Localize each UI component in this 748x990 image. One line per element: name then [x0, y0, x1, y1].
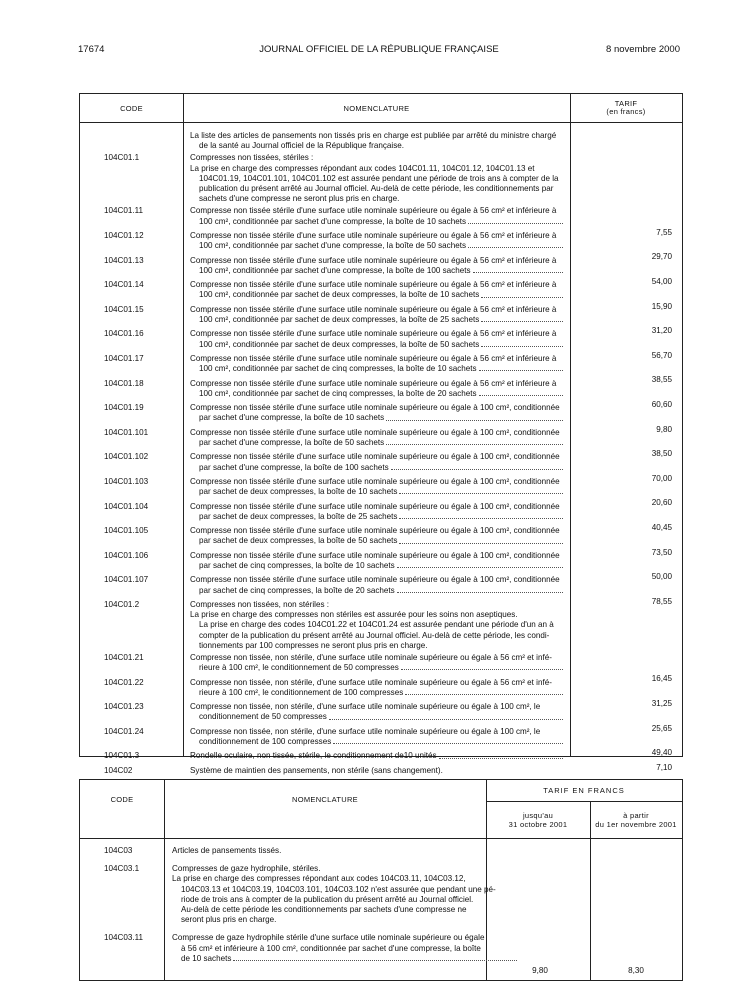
row-price: 56,70	[651, 350, 672, 360]
description-line	[190, 663, 563, 673]
row-price: 78,55	[651, 596, 672, 606]
row-description	[190, 751, 563, 761]
tarif-unit: (en francs)	[606, 107, 646, 116]
row-code: 104C01.107	[104, 575, 149, 585]
from-label: à partir	[623, 811, 649, 820]
row-description	[190, 206, 563, 226]
description-line: 104C03.13 et 104C03.19, 104C03.101, 104C03.102 n'est assurée que pendant une pé-	[181, 884, 496, 894]
description-line: Compresse non tissée, non stérile, d'une surface utile nominale supérieure ou égale à 100 cm², le	[190, 726, 541, 736]
description-line	[190, 266, 563, 276]
dot-leader	[405, 688, 563, 695]
description-text: par sachet de deux compresses, la boîte de 10 sachets	[199, 487, 398, 497]
row-description	[190, 600, 563, 651]
row-code: 104C01.103	[104, 477, 149, 486]
row-price: 20,60	[651, 498, 672, 508]
column-header-nomenclature: NOMENCLATURE	[343, 104, 410, 113]
description-line	[190, 241, 563, 251]
row-code: 104C01.11	[104, 206, 144, 216]
description-line: Compresse non tissée, non stérile, d'une surface utile nominale supérieure ou égale à 56 cm² et infé-	[190, 653, 552, 662]
description-text: par sachet d'une compresse, la boîte de 50 sachets	[199, 438, 385, 447]
dot-leader	[399, 487, 563, 494]
row-description	[190, 575, 563, 595]
row-code: 104C01.101	[104, 427, 149, 437]
row-description	[190, 256, 563, 276]
description-text: 100 cm², conditionnée par sachet d'une compresse, la boîte de 10 sachets	[199, 216, 467, 226]
description-text: 100 cm², conditionnée par sachet de cinq compresses, la boîte de 10 sachets	[199, 364, 477, 374]
description-line: La prise en charge des compresses répondant aux codes 104C03.11, 104C03.12,	[172, 874, 466, 884]
description-text: par sachet de deux compresses, la boîte de 50 sachets	[199, 536, 398, 546]
dot-leader	[473, 266, 563, 273]
row-code: 104C01.17	[104, 354, 144, 363]
description-line	[190, 512, 563, 522]
row-price: 31,20	[651, 326, 672, 336]
dot-leader	[481, 340, 563, 347]
description-line	[172, 954, 517, 964]
description-line	[190, 315, 563, 325]
tariff-table-1	[79, 93, 683, 775]
description-line: Compresse non tissée stérile d'une surface utile nominale supérieure ou égale à 56 cm² et inférieure à	[190, 206, 557, 216]
row-price: 49,40	[651, 748, 672, 758]
description-line: Compresse non tissée stérile d'une surface utile nominale supérieure ou égale à 56 cm² et inférieure à	[190, 304, 557, 314]
description-line	[190, 389, 563, 399]
row-price: 25,65	[651, 723, 672, 733]
page-number: 17674	[78, 44, 105, 55]
description-line: Compresse non tissée stérile d'une surface utile nominale supérieure ou égale à 100 cm², conditionnée	[190, 575, 560, 585]
description-line: Compresse non tissée stérile d'une surface utile nominale supérieure ou égale à 56 cm² et inférieure à	[190, 280, 557, 290]
description-line: Compresse non tissée stérile d'une surface utile nominale supérieure ou égale à 56 cm² et inférieure à	[190, 231, 557, 240]
row-code: 104C01.19	[104, 403, 144, 413]
description-line: Compresse non tissée stérile d'une surface utile nominale supérieure ou égale à 100 cm², conditionnée	[190, 550, 560, 560]
description-text: 100 cm², conditionnée par sachet d'une compresse, la boîte de 50 sachets	[199, 241, 467, 251]
column-header-from	[590, 812, 682, 829]
row-description	[190, 231, 563, 251]
row-price: 29,70	[651, 252, 672, 262]
tarif-label: TARIF	[614, 99, 638, 108]
row-price: 73,50	[651, 547, 672, 557]
row-price: 15,90	[651, 301, 672, 311]
row-description	[190, 551, 563, 571]
description-line: Compresse non tissée stérile d'une surface utile nominale supérieure ou égale à 100 cm², conditionnée	[190, 427, 560, 437]
row-code: 104C01.14	[104, 280, 144, 290]
row-code: 104C01.1	[104, 153, 140, 163]
row-price: 16,45	[651, 674, 672, 684]
description-text: par sachet de cinq compresses, la boîte de 20 sachets	[199, 585, 395, 595]
description-line: 104C01.19, 104C01.101, 104C01.102 est assurée pendant une période de trois ans à compter de la	[199, 173, 559, 183]
row-price: 7,10	[656, 762, 672, 772]
row-description	[190, 452, 563, 472]
row-price: 54,00	[651, 276, 672, 286]
description-text: Rondelle oculaire, non tissée, stérile, le conditionnement de10 unités	[190, 751, 437, 761]
description-line: Compresse non tissée stérile d'une surface utile nominale supérieure ou égale à 100 cm², conditionnée	[190, 403, 560, 413]
row-code: 104C01.102	[104, 452, 149, 462]
description-line: Compresse non tissée stérile d'une surface utile nominale supérieure ou égale à 100 cm², conditionnée	[190, 526, 560, 536]
description-line: La prise en charge des compresses répondant aux codes 104C01.11, 104C01.12, 104C01.13 et	[190, 163, 535, 173]
dot-leader	[481, 290, 563, 297]
description-line: publication du présent arrêté au Journal officiel. Au-delà de cette période, les conditionnements par	[199, 184, 554, 193]
description-line: compter de la publication du présent arrêté au Journal officiel. Au-delà de cette période, les condi-	[199, 630, 550, 640]
description-line: Compresse non tissée stérile d'une surface utile nominale supérieure ou égale à 56 cm² et inférieure à	[190, 378, 557, 388]
description-text: par sachet de deux compresses, la boîte de 25 sachets	[199, 511, 398, 521]
description-line: Compresse non tissée stérile d'une surface utile nominale supérieure ou égale à 100 cm², conditionnée	[190, 501, 560, 511]
description-line: sachets d'une compresse ne seront plus pris en charge.	[199, 194, 400, 204]
dot-leader	[333, 737, 563, 744]
row-price: 9,80	[656, 424, 672, 434]
row-description	[190, 379, 563, 399]
description-line: Compresse non tissée stérile d'une surface utile nominale supérieure ou égale à 100 cm², conditionnée	[190, 477, 560, 486]
row-price: 31,25	[651, 698, 672, 708]
row-description	[190, 653, 563, 673]
description-line: tionnements par 100 compresses ne seront plus pris en charge.	[199, 640, 428, 650]
description-text: conditionnement de 50 compresses	[199, 712, 327, 722]
description-line: à 56 cm² et inférieure à 100 cm², conditionnée par sachet d'une compresse, la boîte	[181, 943, 481, 953]
row-description	[190, 131, 563, 151]
page-header	[78, 44, 680, 58]
row-code: 104C01.15	[104, 304, 144, 314]
row-description	[190, 403, 563, 423]
row-description	[190, 702, 563, 722]
row-price: 70,00	[651, 473, 672, 483]
column-header-tarif: TARIF EN FRANCS	[543, 786, 625, 795]
description-text: rieure à 100 cm², le conditionnement de 50 compresses	[199, 663, 399, 673]
dot-leader	[399, 512, 563, 519]
row-code: 104C02	[104, 765, 133, 775]
column-header-code: CODE	[110, 795, 134, 804]
description-text: par sachet de cinq compresses, la boîte de 10 sachets	[199, 561, 395, 570]
tariff-table-2	[79, 779, 683, 981]
issue-date: 8 novembre 2000	[606, 44, 680, 55]
row-code: 104C01.16	[104, 329, 144, 339]
dot-leader	[481, 315, 563, 322]
dot-leader	[439, 751, 563, 758]
row-description	[172, 846, 517, 856]
row-price: 50,00	[651, 572, 672, 582]
dot-leader	[233, 954, 517, 961]
row-code: 104C01.105	[104, 526, 149, 536]
row-description	[190, 502, 563, 522]
dot-leader	[397, 586, 563, 593]
description-line	[190, 536, 563, 546]
row-code: 104C01.106	[104, 550, 149, 560]
row-code: 104C03.11	[104, 933, 144, 943]
row-code: 104C01.2	[104, 600, 140, 609]
row-description	[190, 678, 563, 698]
dot-leader	[468, 241, 563, 248]
description-text: 100 cm², conditionnée par sachet de deux compresses, la boîte de 25 sachets	[199, 315, 480, 324]
description-line: Compresse non tissée, non stérile, d'une surface utile nominale supérieure ou égale à 56 cm² et infé-	[190, 677, 552, 687]
row-code: 104C03	[104, 846, 133, 855]
dot-leader	[401, 663, 563, 670]
description-line: Compresses non tissées, stériles :	[190, 153, 314, 163]
column-header-code: CODE	[120, 104, 143, 113]
description-text: rieure à 100 cm², le conditionnement de 100 compresses	[199, 687, 404, 697]
price-from: 8,30	[628, 965, 644, 975]
dot-leader	[399, 536, 563, 543]
row-description	[190, 329, 563, 349]
until-date: 31 octobre 2001	[508, 819, 568, 829]
description-line	[190, 586, 563, 596]
dot-leader	[479, 364, 563, 371]
description-line: Compresses de gaze hydrophile, stériles.	[172, 864, 321, 874]
description-line	[190, 438, 563, 448]
row-code: 104C01.22	[104, 677, 144, 687]
row-description	[190, 280, 563, 300]
row-code: 104C03.1	[104, 864, 140, 874]
row-description	[172, 864, 517, 925]
row-price: 60,60	[651, 399, 672, 409]
dot-leader	[329, 712, 563, 719]
description-text: par sachet d'une compresse, la boîte de 100 sachets	[199, 462, 389, 472]
row-price: 40,45	[651, 522, 672, 532]
description-line: La prise en charge des compresses non stériles est assurée pour les soins non aseptiques.	[190, 610, 518, 620]
description-line	[190, 413, 563, 423]
description-text: de 10 sachets	[181, 953, 232, 963]
description-line	[190, 737, 563, 747]
row-code: 104C01.24	[104, 726, 144, 736]
row-price: 7,55	[656, 227, 672, 237]
description-line	[190, 217, 563, 227]
description-line: Compresse non tissée stérile d'une surface utile nominale supérieure ou égale à 56 cm² et inférieure à	[190, 329, 557, 339]
row-code: 104C01.18	[104, 378, 144, 388]
dot-leader	[386, 438, 563, 445]
row-description	[190, 477, 563, 497]
row-description	[190, 727, 563, 747]
description-line: riode de trois ans à compter de la publication du présent arrêté au Journal officiel.	[181, 894, 474, 904]
price-until: 9,80	[532, 965, 548, 975]
description-line: Système de maintien des pansements, non stérile (sans changement).	[190, 765, 443, 775]
description-line: Compresses non tissées, non stériles :	[190, 600, 330, 609]
description-line	[190, 688, 563, 698]
description-line: Compresse non tissée stérile d'une surface utile nominale supérieure ou égale à 56 cm² et inférieure à	[190, 255, 557, 265]
until-label: jusqu'au	[522, 811, 554, 820]
description-line	[190, 340, 563, 350]
dot-leader	[386, 413, 563, 420]
column-header-tarif	[570, 100, 682, 116]
row-code: 104C01.104	[104, 501, 149, 511]
row-code: 104C01.12	[104, 231, 144, 240]
description-line: Au-delà de cette période les conditionnements par sachets d'une compresse ne	[181, 905, 467, 914]
description-line	[190, 290, 563, 300]
description-line: Compresse non tissée stérile d'une surface utile nominale supérieure ou égale à 100 cm², conditionnée	[190, 452, 560, 462]
description-line: La liste des articles de pansements non tissés pris en charge est publiée par arrêté du ministre chargé	[190, 131, 557, 140]
description-text: conditionnement de 100 compresses	[199, 737, 332, 746]
from-date: du 1er novembre 2001	[595, 819, 677, 829]
row-description	[190, 354, 563, 374]
column-header-nomenclature: NOMENCLATURE	[292, 795, 358, 804]
dot-leader	[468, 217, 563, 224]
description-line	[190, 364, 563, 374]
description-text: 100 cm², conditionnée par sachet de cinq compresses, la boîte de 20 sachets	[199, 388, 477, 398]
description-text: par sachet d'une compresse, la boîte de 10 sachets	[199, 413, 385, 423]
journal-title: JOURNAL OFFICIEL DE LA RÉPUBLIQUE FRANÇAISE	[259, 44, 499, 55]
description-line: Compresse non tissée, non stérile, d'une surface utile nominale supérieure ou égale à 100 cm², le	[190, 702, 541, 712]
description-line: seront plus pris en charge.	[181, 915, 277, 925]
description-line	[190, 561, 563, 571]
description-line: Articles de pansements tissés.	[172, 846, 282, 855]
row-description	[190, 526, 563, 546]
description-line	[190, 712, 563, 722]
description-text: 100 cm², conditionnée par sachet de deux compresses, la boîte de 50 sachets	[199, 339, 480, 349]
row-code: 104C01.13	[104, 255, 144, 265]
description-text: 100 cm², conditionnée par sachet d'une compresse, la boîte de 100 sachets	[199, 265, 471, 275]
description-line	[190, 487, 563, 497]
row-code: 104C01.23	[104, 702, 144, 712]
row-description	[190, 305, 563, 325]
description-line: de la santé au Journal officiel de la République française.	[199, 141, 405, 151]
description-line: Compresse de gaze hydrophile stérile d'une surface utile nominale supérieure ou égale	[172, 933, 485, 943]
description-line	[190, 463, 563, 473]
column-header-until	[486, 812, 590, 829]
description-line	[190, 751, 563, 761]
row-description	[190, 766, 563, 776]
row-description	[190, 153, 563, 204]
description-line: Compresse non tissée stérile d'une surface utile nominale supérieure ou égale à 56 cm² et inférieure à	[190, 354, 557, 363]
description-line: La prise en charge des codes 104C01.22 et 104C01.24 est assurée pendant une période d'un an à	[199, 620, 554, 630]
dot-leader	[391, 463, 563, 470]
row-code: 104C01.3	[104, 751, 140, 761]
dot-leader	[479, 389, 563, 396]
row-description	[172, 933, 517, 964]
row-code: 104C01.21	[104, 653, 144, 662]
row-price: 38,55	[651, 375, 672, 385]
row-description	[190, 428, 563, 448]
row-price: 38,50	[651, 449, 672, 459]
description-text: 100 cm², conditionnée par sachet de deux compresses, la boîte de 10 sachets	[199, 290, 480, 300]
dot-leader	[397, 561, 563, 568]
